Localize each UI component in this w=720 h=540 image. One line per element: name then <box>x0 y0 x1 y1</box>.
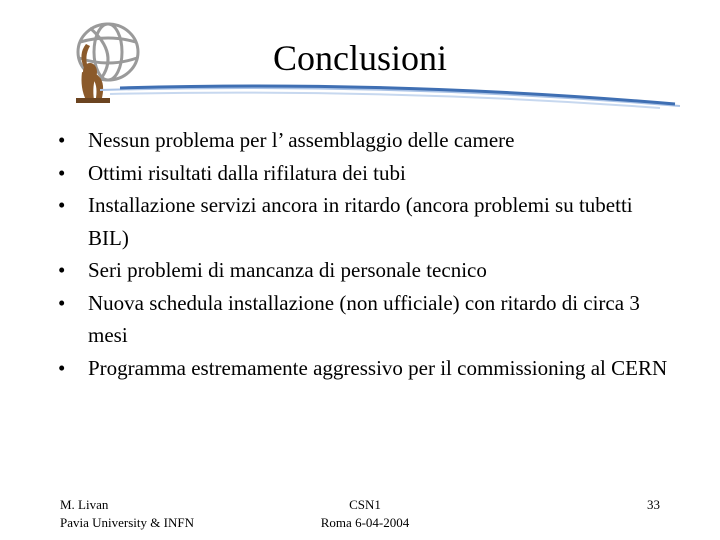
bullet-glyph: • <box>58 355 66 380</box>
bullet-list <box>58 124 678 384</box>
bullet-text: Nessun problema per l’ assemblaggio delle camere <box>88 128 515 152</box>
bullet-item <box>58 124 678 157</box>
footer-event: CSN1 <box>349 497 381 512</box>
bullet-item <box>58 157 678 190</box>
bullet-item <box>58 352 678 385</box>
bullet-glyph: • <box>58 258 66 282</box>
footer-event-block <box>300 496 430 532</box>
bullet-text: Ottimi risultati dalla rifilatura dei tubi <box>88 160 406 185</box>
bullet-item <box>58 254 678 287</box>
bullet-text: Seri problemi di mancanza di personale tecnico <box>88 258 487 282</box>
bullet-text: Nuova schedula installazione (non ufficiale) con ritardo di circa 3 mesi <box>88 290 640 347</box>
bullet-text: Programma estremamente aggressivo per il commissioning al CERN <box>88 355 668 380</box>
footer-place-date: Roma 6-04-2004 <box>320 515 410 530</box>
bullet-item <box>58 189 678 254</box>
bullet-glyph: • <box>58 290 66 315</box>
bullet-text: Installazione servizi ancora in ritardo (ancora problemi su tubetti BIL) <box>88 193 633 250</box>
bullet-item <box>58 287 678 352</box>
footer-author: M. Livan <box>60 497 109 512</box>
bullet-glyph: • <box>58 193 66 217</box>
slide-title: Conclusioni <box>272 38 447 78</box>
footer-affiliation: Pavia University & INFN <box>60 515 194 530</box>
bullet-glyph: • <box>58 128 66 152</box>
page-number: 33 <box>647 497 660 512</box>
footer-author-block <box>60 496 194 532</box>
bullet-glyph: • <box>58 160 66 185</box>
title-underline-decoration <box>100 76 680 116</box>
